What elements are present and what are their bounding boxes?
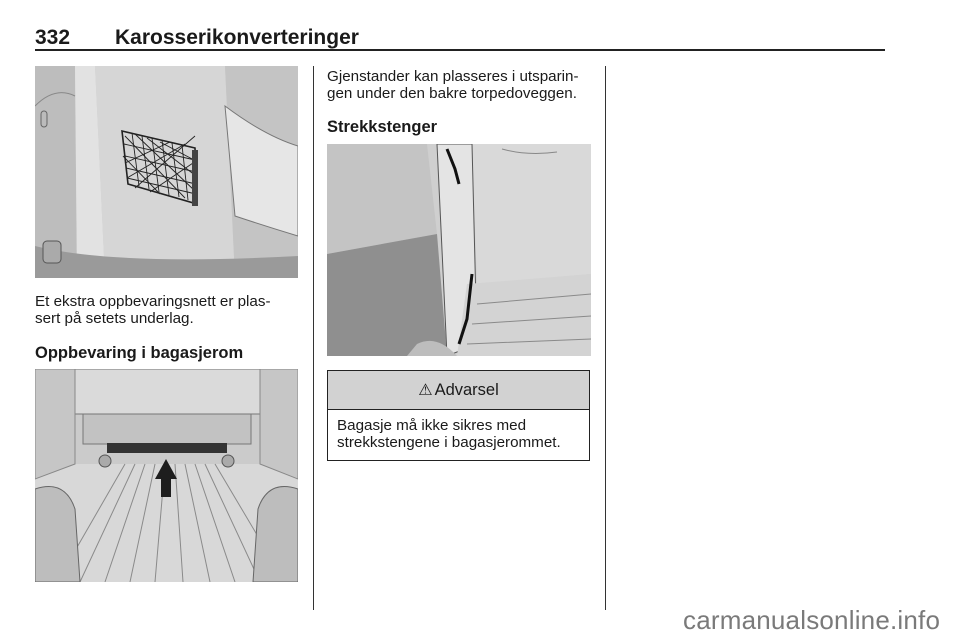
tension-rods-figure bbox=[327, 144, 591, 356]
column-divider-right bbox=[605, 66, 606, 610]
header-rule bbox=[35, 49, 885, 51]
warning-triangle-icon: ⚠ bbox=[418, 382, 433, 399]
paragraph2-line2: gen under den bakre torpedoveggen. bbox=[327, 85, 577, 102]
warning-body-line2: strekkstengene i bagasjerommet. bbox=[337, 434, 561, 451]
watermark-text: carmanualsonline.info bbox=[683, 605, 941, 635]
warning-body-line1: Bagasje må ikke sikres med bbox=[337, 417, 527, 434]
net-description bbox=[35, 293, 271, 327]
page-number: 332 bbox=[35, 26, 71, 49]
warning-body bbox=[328, 410, 589, 451]
column-divider-left bbox=[313, 66, 314, 610]
cargo-storage-figure bbox=[35, 369, 298, 582]
heading-tension-rods: Strekkstenger bbox=[327, 118, 438, 136]
heading-luggage-storage: Oppbevaring i bagasjerom bbox=[35, 344, 244, 362]
warning-title: Advarsel bbox=[434, 381, 499, 399]
storage-net-figure bbox=[35, 66, 298, 278]
paragraph1-line2: sert på setets underlag. bbox=[35, 310, 194, 327]
paragraph1-line1: Et ekstra oppbevaringsnett er plas- bbox=[35, 293, 271, 310]
warning-box bbox=[327, 370, 590, 461]
recess-description bbox=[327, 68, 579, 102]
warning-header bbox=[328, 371, 589, 410]
chapter-title: Karosserikonverteringer bbox=[115, 26, 359, 49]
paragraph2-line1: Gjenstander kan plasseres i utsparin- bbox=[327, 68, 579, 85]
